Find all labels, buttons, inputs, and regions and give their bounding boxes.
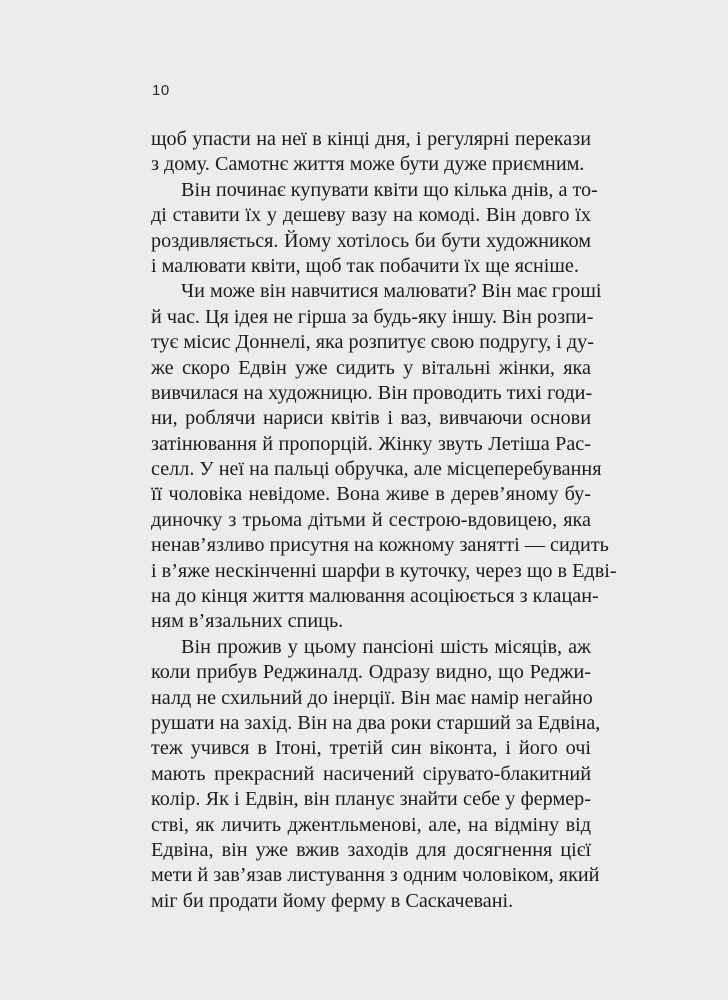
text-line: й час. Ця ідея не гірша за будь-яку іншу. Він розпи- xyxy=(151,305,594,328)
text-line: Він починає купувати квіти що кілька днів, а то- xyxy=(181,178,598,201)
text-line: на до кінця життя малювання асоціюється з клацан- xyxy=(151,585,599,608)
text-line: і в’яже нескінченні шарфи в куточку, через що в Едві- xyxy=(151,559,617,582)
body-text xyxy=(151,127,617,914)
text-line: налд не схильний до інерції. Він має намір негайно xyxy=(151,686,593,709)
text-line: ді ставити їх у дешеву вазу на комоді. Він довго їх xyxy=(151,204,591,227)
text-line: з дому. Самотнє життя може бути дуже приємним. xyxy=(151,153,585,176)
text-line: ням в’язальних спиць. xyxy=(151,610,344,633)
text-line: затінювання й пропорцій. Жінку звуть Летіша Рас- xyxy=(151,432,591,455)
text-line: тує місис Доннелі, яка розпитує свою подругу, і ду- xyxy=(151,331,594,354)
text-line: стві, як личить джентльменові, але, на відміну від xyxy=(151,813,591,836)
text-line: ни, роблячи нариси квітів і ваз, вивчаючи основи xyxy=(151,407,591,430)
text-line: колір. Як і Едвін, він планує знайти себе у фермер- xyxy=(151,788,591,811)
text-line: щоб упасти на неї в кінці дня, і регулярні перекази xyxy=(151,128,591,150)
text-line: мають прекрасний насичений сірувато-блакитний xyxy=(151,762,591,785)
text-line: селл. У неї на пальці обручка, але місцеперебування xyxy=(151,458,602,481)
text-line: Едвіна, він уже вжив заходів для досягнення цієї xyxy=(151,838,591,861)
text-line: диночку з трьома дітьми й сестрою-вдовицею, яка xyxy=(151,508,591,531)
text-line: Він прожив у цьому пансіоні шість місяців, аж xyxy=(181,635,591,658)
text-line: коли прибув Реджиналд. Одразу видно, що Реджи- xyxy=(151,661,591,684)
text-line: роздивляється. Йому хотілось би бути художником xyxy=(151,229,591,252)
page-number: 10 xyxy=(152,82,170,99)
text-line: теж учився в Ітоні, третій син віконта, і його очі xyxy=(151,737,591,760)
text-line: її чоловіка невідоме. Вона живе в дерев’яному бу- xyxy=(151,483,591,506)
text-line: рушати на захід. Він на два роки старший за Едвіна, xyxy=(151,711,601,734)
text-line: же скоро Едвін уже сидить у вітальні жінки, яка xyxy=(151,356,591,379)
text-line: ненав’язливо присутня на кожному занятті — сидить xyxy=(151,534,609,557)
text-line: міг би продати йому ферму в Саскачевані. xyxy=(151,889,514,912)
text-line: і малювати квіти, щоб так побачити їх ще ясніше. xyxy=(151,254,579,277)
text-line: Чи може він навчитися малювати? Він має гроші xyxy=(181,280,602,303)
text-line: вивчилася на художницю. Він проводить тихі годи- xyxy=(151,381,593,404)
text-line: мети й зав’язав листування з одним чоловіком, який xyxy=(151,864,600,887)
